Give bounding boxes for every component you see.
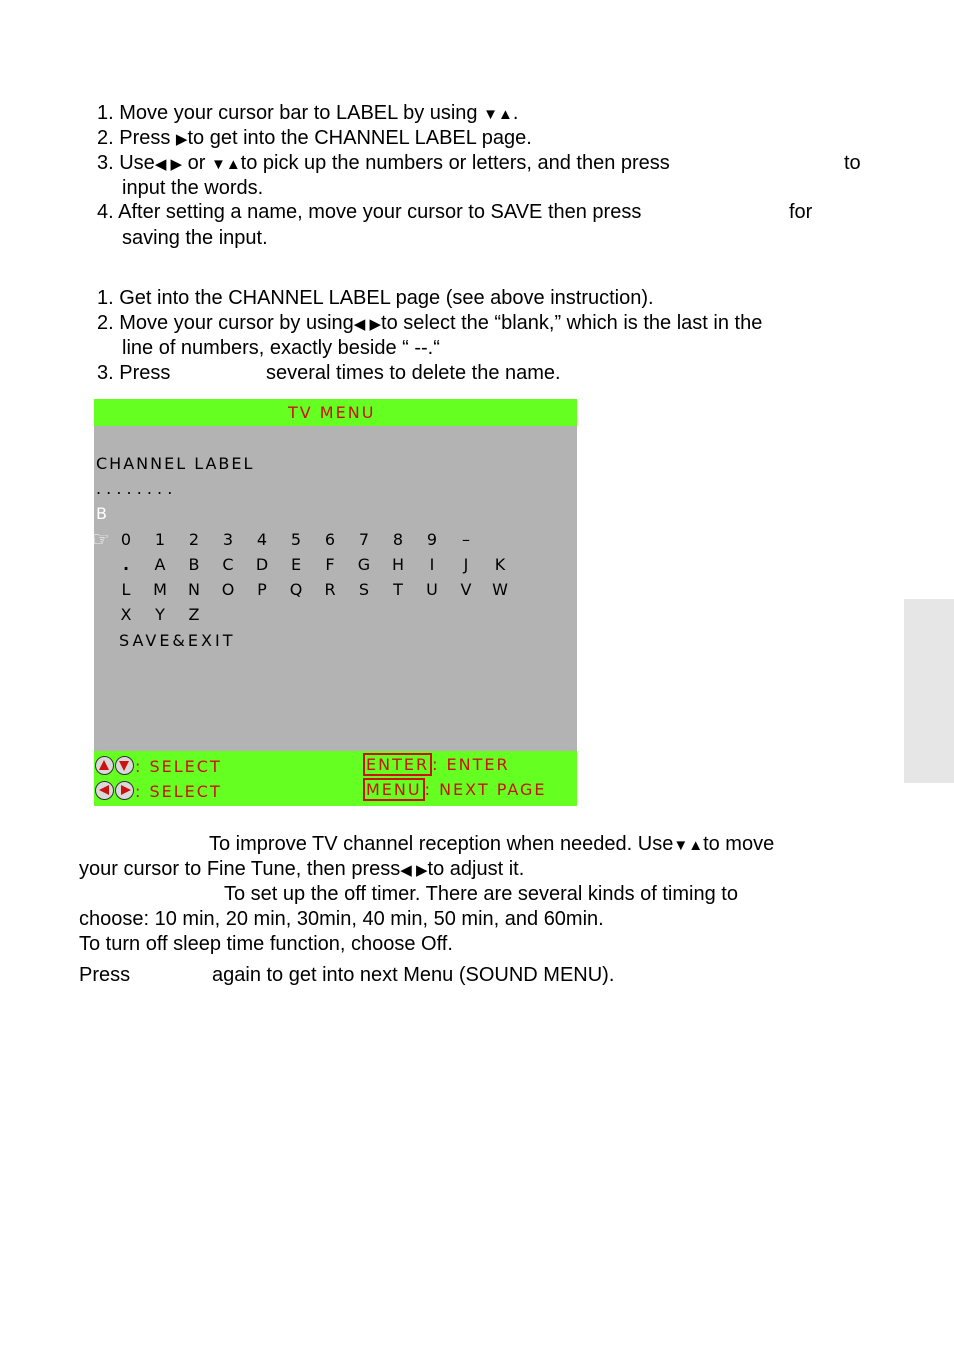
label-step-2: 2. Press ▶to get into the CHANNEL LABEL page. (97, 127, 532, 149)
delete-step-2-cont: line of numbers, exactly beside “ --.“ (122, 337, 440, 359)
down-up-arrows-icon: ▼▲ (673, 837, 704, 854)
char-key[interactable]: H (391, 555, 405, 574)
left-right-arrows-icon: ◀ ▶ (400, 862, 428, 879)
side-chapter-tab (904, 599, 954, 783)
char-key[interactable]: P (257, 580, 267, 599)
char-key[interactable]: G (357, 555, 371, 574)
char-key[interactable]: D (255, 555, 269, 574)
char-key[interactable]: K (494, 555, 506, 574)
char-key[interactable]: Q (289, 580, 303, 599)
char-key[interactable]: L (121, 580, 131, 599)
current-character: B (96, 504, 107, 523)
right-button-icon (115, 781, 134, 800)
char-key[interactable]: 3 (222, 530, 234, 549)
press-again-text: again to get into next Menu (SOUND MENU). (212, 964, 615, 986)
footer-row-leftright (95, 781, 222, 801)
char-key[interactable]: I (429, 555, 435, 574)
tv-menu-title: TV MENU (288, 403, 376, 422)
char-key[interactable]: 7 (358, 530, 370, 549)
label-step-3-to: to (844, 152, 861, 174)
delete-step-3: 3. Press (97, 362, 171, 384)
down-button-icon (115, 756, 134, 775)
char-key[interactable]: Y (155, 605, 165, 624)
select-label: : SELECT (135, 782, 222, 801)
channel-label-heading: CHANNEL LABEL (96, 454, 255, 473)
sleep-line-1: To set up the off timer. There are several kinds of timing to (224, 883, 738, 905)
footer-row-updown (95, 756, 222, 776)
save-exit-button[interactable]: SAVE&EXIT (119, 631, 236, 650)
tv-menu-osd (94, 399, 577, 806)
tv-menu-footer (94, 751, 577, 806)
left-right-arrows-icon: ◀ ▶ (353, 316, 382, 333)
label-dots: . . . . . . . . (96, 479, 173, 498)
char-key[interactable]: N (188, 580, 200, 599)
press-again-prefix: Press (79, 964, 131, 986)
down-up-arrows-icon: ▼▲ (483, 106, 513, 123)
label-step-1: 1. Move your cursor bar to LABEL by using ▼▲. (97, 102, 519, 124)
char-key-blank[interactable]: – (462, 530, 470, 549)
char-key[interactable]: T (393, 580, 403, 599)
char-key[interactable]: W (492, 580, 508, 599)
footer-menu (363, 780, 546, 799)
label-step-4: 4. After setting a name, move your cursor to SAVE then press (97, 201, 642, 223)
char-key[interactable]: 4 (256, 530, 268, 549)
footer-enter (363, 755, 510, 774)
label-step-4-for: for (789, 201, 813, 223)
enter-key: ENTER (363, 753, 432, 776)
char-key[interactable]: U (426, 580, 438, 599)
char-key[interactable]: X (120, 605, 132, 624)
right-arrow-icon: ▶ (175, 131, 188, 148)
tv-menu-header (94, 399, 577, 426)
char-key[interactable]: 2 (188, 530, 200, 549)
fine-tune-line-1: To improve TV channel reception when needed. Use▼▲to move (209, 833, 775, 855)
char-key[interactable]: 1 (154, 530, 166, 549)
delete-step-3-cont: several times to delete the name. (266, 362, 561, 384)
char-key[interactable]: 8 (392, 530, 404, 549)
hand-pointer-icon: ☞ (92, 527, 110, 551)
char-key[interactable]: B (188, 555, 200, 574)
fine-tune-line-2: your cursor to Fine Tune, then press◀ ▶to adjust it. (79, 858, 525, 880)
label-step-3: 3. Use◀ ▶ or ▼▲to pick up the numbers or letters, and then press (97, 152, 670, 174)
char-key[interactable]: 0 (120, 530, 132, 549)
char-key[interactable]: 6 (324, 530, 336, 549)
char-key[interactable]: O (221, 580, 235, 599)
char-key[interactable]: V (460, 580, 472, 599)
label-step-4-cont: saving the input. (122, 227, 268, 249)
next-page-label: : NEXT PAGE (424, 780, 547, 799)
left-right-arrows-icon: ◀ ▶ (154, 156, 183, 173)
char-key[interactable]: F (325, 555, 335, 574)
char-key[interactable]: Z (188, 605, 200, 624)
char-key[interactable]: C (222, 555, 234, 574)
char-key[interactable]: J (463, 555, 469, 574)
sleep-line-2: choose: 10 min, 20 min, 30min, 40 min, 50 min, and 60min. (79, 908, 604, 930)
delete-step-1: 1. Get into the CHANNEL LABEL page (see above instruction). (97, 287, 654, 309)
char-key[interactable]: . (122, 555, 130, 574)
char-key[interactable]: A (154, 555, 166, 574)
enter-label: : ENTER (432, 755, 510, 774)
label-step-3-cont: input the words. (122, 177, 264, 199)
char-key[interactable]: 5 (290, 530, 302, 549)
select-label: : SELECT (135, 757, 222, 776)
left-button-icon (95, 781, 114, 800)
char-key[interactable]: M (153, 580, 167, 599)
char-key[interactable]: R (324, 580, 336, 599)
up-button-icon (95, 756, 114, 775)
menu-key: MENU (363, 778, 425, 801)
char-key[interactable]: S (358, 580, 370, 599)
delete-step-2: 2. Move your cursor by using◀ ▶to select the “blank,” which is the last in the (97, 312, 763, 334)
char-key[interactable]: E (290, 555, 302, 574)
down-up-arrows-icon: ▼▲ (210, 156, 241, 173)
char-key[interactable]: 9 (426, 530, 438, 549)
sleep-line-3: To turn off sleep time function, choose Off. (79, 933, 453, 955)
